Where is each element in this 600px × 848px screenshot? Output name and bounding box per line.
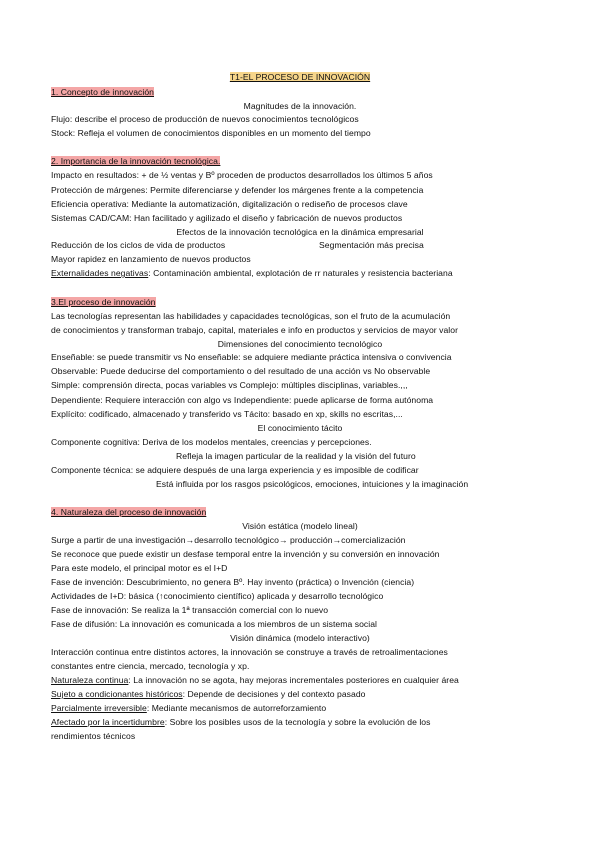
section-2-heading: 2. Importancia de la innovación tecnológica. xyxy=(51,156,221,166)
document-title xyxy=(0,72,600,83)
paragraph-line: constantes entre ciencia, mercado, tecnología y xp. xyxy=(51,661,250,671)
term-label: Parcialmente irreversible xyxy=(51,703,147,713)
paragraph-line: Afectado por la incertidumbre: Sobre los posibles usos de la tecnología y sobre la evolución de los xyxy=(51,717,431,727)
title-text: T1-EL PROCESO DE INNOVACIÓN xyxy=(229,72,371,82)
section-4-subheading: Visión estática (modelo lineal) xyxy=(242,521,358,531)
paragraph-line: Actividades de I+D: básica (↑conocimiento científico) aplicada y desarrollo tecnológico xyxy=(51,591,384,601)
paragraph-line: Enseñable: se puede transmitir vs No enseñable: se adquiere mediante práctica intensiva o convivencia xyxy=(51,352,452,362)
paragraph-line: Mayor rapidez en lanzamiento de nuevos productos xyxy=(51,254,251,264)
term-label: Sujeto a condicionantes históricos xyxy=(51,689,183,699)
paragraph-line: Observable: Puede deducirse del comportamiento o del resultado de una acción vs No observable xyxy=(51,366,431,376)
section-4-heading: 4. Naturaleza del proceso de innovación xyxy=(51,507,207,517)
section-1-heading: 1. Concepto de innovación xyxy=(51,87,155,97)
paragraph-line-indented: Está influida por los rasgos psicológicos, emociones, intuiciones y la imaginación xyxy=(156,479,469,489)
paragraph-line: Flujo: describe el proceso de producción de nuevos conocimientos tecnológicos xyxy=(51,114,359,124)
paragraph-line-indented: Refleja la imagen particular de la realidad y la visión del futuro xyxy=(176,451,416,461)
section-4-subheading: Visión dinámica (modelo interactivo) xyxy=(230,633,370,643)
paragraph-line: Sistemas CAD/CAM: Han facilitado y agilizado el diseño y fabricación de nuevos productos xyxy=(51,213,403,223)
paragraph-line: Las tecnologías representan las habilidades y capacidades tecnológicas, son el fruto de la acumulación xyxy=(51,311,451,321)
paragraph-line: Componente técnica: se adquiere después de una larga experiencia y es imposible de codificar xyxy=(51,465,419,475)
paragraph-line: Impacto en resultados: + de ½ ventas y Bº proceden de productos desarrollados los últimos 5 años xyxy=(51,170,433,180)
paragraph-line: Dependiente: Requiere interacción con algo vs Independiente: puede aplicarse de forma autónoma xyxy=(51,395,434,405)
paragraph-line: Interacción continua entre distintos actores, la innovación se construye a través de retroalimentaciones xyxy=(51,647,448,657)
paragraph-line: Sujeto a condicionantes históricos: Depende de decisiones y del contexto pasado xyxy=(51,689,366,699)
section-3-subheading: Dimensiones del conocimiento tecnológico xyxy=(217,339,383,349)
paragraph-line: Reducción de los ciclos de vida de productos xyxy=(51,240,226,250)
paragraph-line: Eficiencia operativa: Mediante la automatización, digitalización o rediseño de procesos clave xyxy=(51,199,408,209)
section-1-subheading: Magnitudes de la innovación. xyxy=(243,101,357,111)
section-3-subheading: El conocimiento tácito xyxy=(257,423,343,433)
paragraph-line: Fase de innovación: Se realiza la 1ª transacción comercial con lo nuevo xyxy=(51,605,329,615)
paragraph-line: Externalidades negativas: Contaminación ambiental, explotación de rr naturales y resistencia bacteriana xyxy=(51,268,453,278)
paragraph-line: Simple: comprensión directa, pocas variables vs Complejo: múltiples disciplinas, variables.,,, xyxy=(51,380,408,390)
paragraph-line: Explícito: codificado, almacenado y transferido vs Tácito: basado en xp, skills no escritas,... xyxy=(51,409,403,419)
paragraph-line: Para este modelo, el principal motor es el I+D xyxy=(51,563,228,573)
paragraph-line: rendimientos técnicos xyxy=(51,731,136,741)
paragraph-line: de conocimientos y transforman trabajo, capital, materiales e info en productos y servicios de mayor valor xyxy=(51,325,459,335)
term-label: Afectado por la incertidumbre xyxy=(51,717,165,727)
paragraph-line: Fase de difusión: La innovación es comunicada a los miembros de un sistema social xyxy=(51,619,378,629)
section-2-subheading: Efectos de la innovación tecnológica en la dinámica empresarial xyxy=(176,227,424,237)
paragraph-line: Protección de márgenes: Permite diferenciarse y defender los márgenes frente a la competencia xyxy=(51,185,424,195)
paragraph-line: Fase de invención: Descubrimiento, no genera Bº. Hay invento (práctica) o Invención (ciencia) xyxy=(51,577,415,587)
paragraph-line: Componente cognitiva: Deriva de los modelos mentales, creencias y percepciones. xyxy=(51,437,372,447)
section-3-heading: 3.El proceso de innovación xyxy=(51,297,156,307)
paragraph-line: Se reconoce que puede existir un desfase temporal entre la invención y su conversión en innovación xyxy=(51,549,440,559)
term-label: Externalidades negativas xyxy=(51,268,149,278)
paragraph-line-right: Segmentación más precisa xyxy=(319,240,424,250)
term-label: Naturaleza continua xyxy=(51,675,129,685)
paragraph-line: Parcialmente irreversible: Mediante mecanismos de autorreforzamiento xyxy=(51,703,327,713)
paragraph-line: Surge a partir de una investigación→desarrollo tecnológico→ producción→comercialización xyxy=(51,535,406,545)
paragraph-line: Stock: Refleja el volumen de conocimientos disponibles en un momento del tiempo xyxy=(51,128,371,138)
paragraph-line: Naturaleza continua: La innovación no se agota, hay mejoras incrementales posteriores en cualquier área xyxy=(51,675,459,685)
